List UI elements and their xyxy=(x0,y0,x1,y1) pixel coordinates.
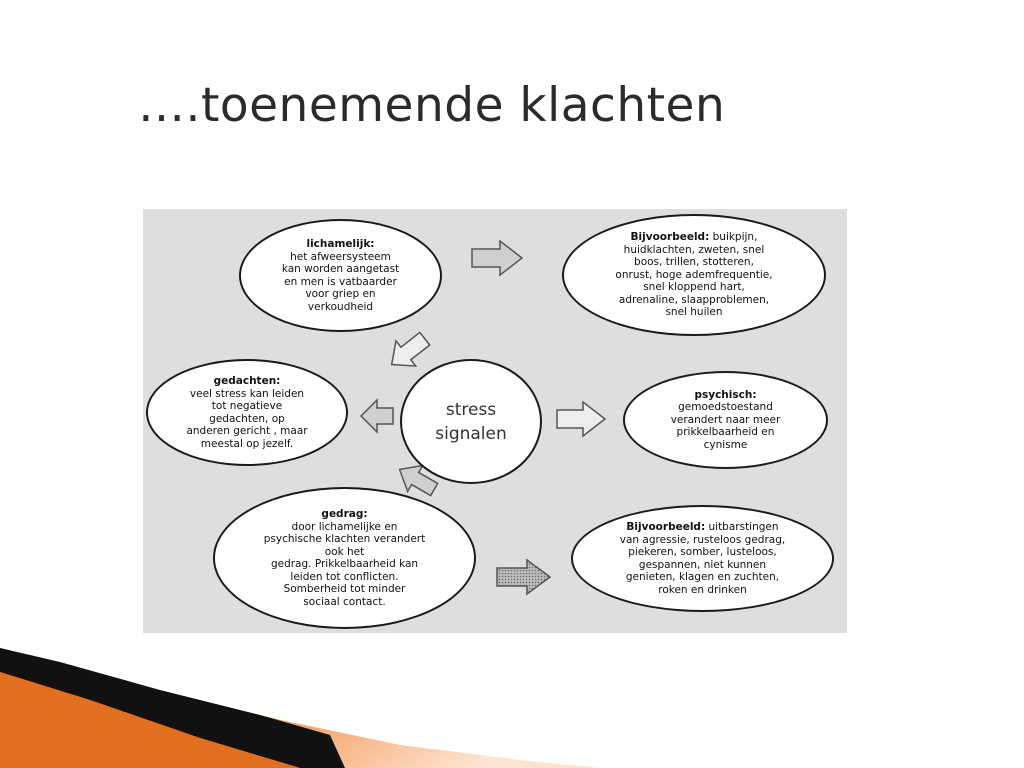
bubble-gedrag-example-body: uitbarstingen van agressie, rusteloos gedrag, piekeren, somber, lusteloos, gespannen, niet kunnen genieten, klagen en zuchten, roken en drinken xyxy=(619,521,786,596)
bubble-lichamelijk-body: het afweersysteem kan worden aangetast en men is vatbaarder voor griep en verkoudheid xyxy=(281,250,400,313)
bubble-lichamelijk-heading: lichamelijk: xyxy=(306,238,375,250)
bubble-psychisch-body: gemoedstoestand verandert naar meer prikkelbaarheid en cynisme xyxy=(670,401,781,451)
bubble-gedrag-body: door lichamelijke en psychische klachten verandert ook het gedrag. Prikkelbaarheid kan leiden tot conflicten. Somberheid tot minder sociaal contact. xyxy=(263,520,426,608)
bubble-gedachten-heading: gedachten: xyxy=(213,375,281,387)
bubble-lichamelijk-example-body: buikpijn, huidklachten, zweten, snel boos, trillen, stotteren, onrust, hoge ademfrequentie, snel kloppend hart, adrenaline, slaapproblemen, snel huilen xyxy=(615,231,773,319)
bubble-gedrag-heading: gedrag: xyxy=(321,508,368,520)
center-line-1: stress xyxy=(445,399,497,420)
bubble-psychisch-heading: psychisch: xyxy=(694,388,757,401)
example-label: Bijvoorbeeld: xyxy=(626,521,706,533)
center-line-2: signalen xyxy=(435,423,507,444)
example-label: Bijvoorbeeld: xyxy=(630,231,710,244)
slide-title: ….toenemende klachten xyxy=(138,78,726,133)
bubble-gedachten-body: veel stress kan leiden tot negatieve gedachten, op anderen gericht , maar meestal op jezelf. xyxy=(186,387,308,450)
